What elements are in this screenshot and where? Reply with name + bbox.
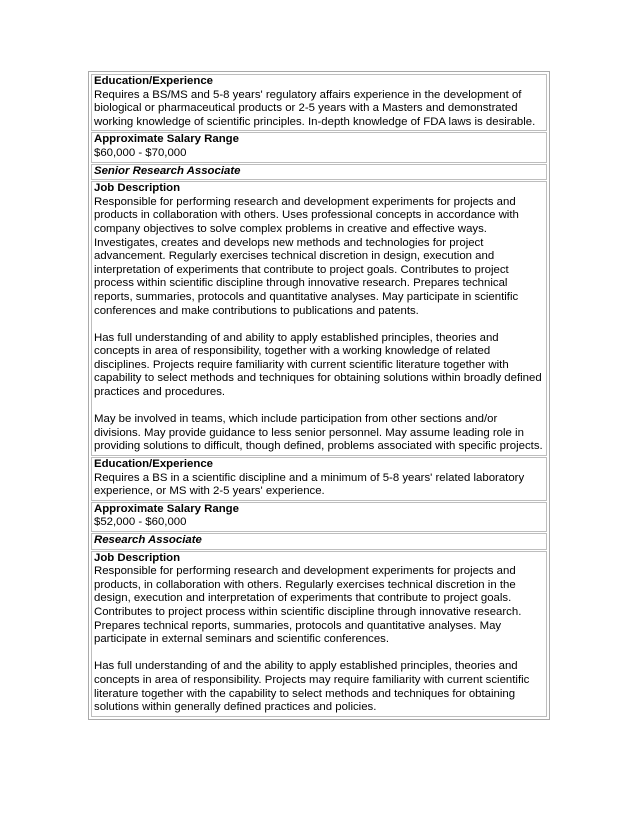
field-row: [91, 132, 547, 162]
field-text: Requires a BS in a scientific discipline and a minimum of 5-8 years' related laboratory experience, or MS with 2-5 years' experience.: [94, 471, 525, 498]
field-row: [91, 551, 547, 717]
job-title-row: [91, 533, 547, 550]
job-title: Research Associate: [94, 534, 202, 546]
field-text: May be involved in teams, which include participation from other sections and/or divisions. May provide guidance to less senior personnel. May assume leading role in providing solutions to difficult, though defined, problems associated with specific projects.: [94, 413, 543, 453]
field-label: Job Description: [94, 551, 181, 564]
field-text: Responsible for performing research and development experiments for projects and products in collaboration with others. Uses professional concepts in accordance with company objectives to solve complex problems in creative and effective ways. Investigates, creates and develops new methods and technologies for project advancement. Regularly exercises technical discretion in design, execution and interpretation of experiments that contribute to project goals. Contributes to project process within scientific discipline through innovative research. Prepares technical reports, summaries, protocols and quantitative analyses. May participate in scientific conferences and make contributions to publications and patents.: [94, 195, 519, 317]
job-descriptions-table: [88, 71, 550, 720]
field-label: Approximate Salary Range: [94, 133, 239, 146]
field-label: Education/Experience: [94, 75, 214, 87]
field-row: [91, 502, 547, 532]
field-row: [91, 457, 547, 501]
field-label: Job Description: [94, 182, 181, 195]
field-label: Approximate Salary Range: [94, 502, 239, 515]
field-label: Education/Experience: [94, 458, 214, 471]
field-text: Has full understanding of and ability to apply established principles, theories and concepts in area of responsibility, together with a working knowledge of related disciplines. Projects require familiarity with current scientific literature together with capability to select methods and techniques for obtaining solutions within broadly defined practices and procedures.: [94, 331, 542, 399]
field-text: $52,000 - $60,000: [94, 516, 187, 529]
field-text: Responsible for performing research and development experiments for projects and products, in collaboration with others. Regularly exercises technical discretion in the design, execution and interpretation of experiments that contribute to project goals. Contributes to project process within scientific discipline through innovative research. Prepares technical reports, summaries, protocols and quantitative analyses. May participate in external seminars and scientific conferences.: [94, 565, 522, 646]
field-row: [91, 74, 547, 131]
job-title: Senior Research Associate: [94, 164, 241, 177]
field-text: Requires a BS/MS and 5-8 years' regulatory affairs experience in the development of biological or pharmaceutical products or 2-5 years with a Masters and demonstrated working knowledge of scientific principles. In-depth knowledge of FDA laws is desirable.: [94, 88, 536, 128]
field-row: [91, 181, 547, 456]
field-text: Has full understanding of and the ability to apply established principles, theories and concepts in area of responsibility. Projects may require familiarity with current scientific literature together with the capability to select methods and techniques for obtaining solutions within generally defined practices and policies.: [94, 660, 530, 714]
job-title-row: [91, 164, 547, 181]
field-text: $60,000 - $70,000: [94, 146, 187, 159]
